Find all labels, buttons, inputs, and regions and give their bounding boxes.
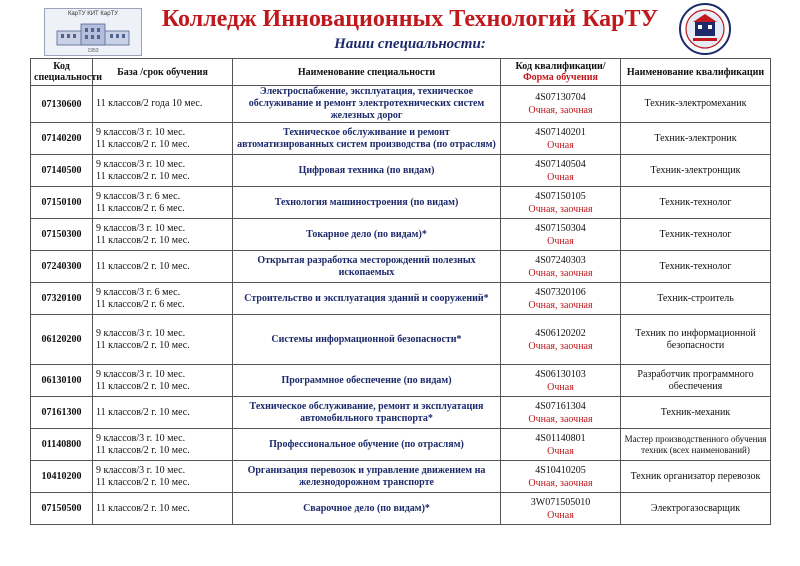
study-base-line: 11 классов/2 года 10 мес. [96,98,203,109]
specialty-name: Техническое обслуживание и ремонт автоматизированных систем производства (по отраслям) [233,123,501,155]
table-row [31,493,771,525]
specialty-name: Системы информационной безопасности* [233,315,501,365]
qualification-code-cell [501,187,621,219]
qualification-code: 4S07140201 [535,126,586,138]
col-header-form-label: Форма обучения [523,72,598,83]
col-header-qualification: Наименование квалификации [621,59,771,86]
col-header-base: База /срок обучения [93,59,233,86]
qualification-code: 4S07130704 [535,92,586,103]
study-base [93,187,233,219]
qualification-code: 4S06120202 [535,327,586,339]
study-form: Очная [547,171,574,183]
study-form: Очная, заочная [528,413,593,425]
table-row [31,365,771,397]
qualification-code: 4S07150304 [535,222,586,234]
qualification-code: 4S07240303 [535,254,586,266]
table-row [31,123,771,155]
table-row [31,251,771,283]
study-base-line: 11 классов/2 г. 10 мес. [96,339,190,351]
specialty-name: Сварочное дело (по видам)* [233,493,501,525]
qualification-code-cell [501,251,621,283]
table-row [31,219,771,251]
study-base-line: 9 классов/3 г. 6 мес. [96,190,181,202]
qualification-code-cell [501,219,621,251]
study-base [93,155,233,187]
page-subtitle: Наши специальности: [334,36,486,52]
study-base [93,493,233,525]
study-form: Очная [547,139,574,151]
study-base [93,123,233,155]
qualification-name: Техник организатор перевозок [621,461,771,493]
qualification-name: Техник-строитель [621,283,771,315]
table-row [31,86,771,123]
qualification-code: 4S06130103 [535,368,586,380]
specialty-code: 06130100 [31,365,93,397]
study-base-line: 11 классов/2 г. 10 мес. [96,380,190,392]
qualification-code-cell [501,123,621,155]
specialty-name: Технология машиностроения (по видам) [233,187,501,219]
qualification-code-cell [501,86,621,123]
study-form: Очная [547,381,574,393]
specialty-name: Цифровая техника (по видам) [233,155,501,187]
specialty-name: Организация перевозок и управление движением на железнодорожном транспорте [233,461,501,493]
study-base [93,315,233,365]
specialty-code: 07150300 [31,219,93,251]
qualification-code: 3W071505010 [530,496,591,508]
study-base [93,461,233,493]
table-row [31,315,771,365]
qualification-code-cell [501,429,621,461]
qualification-code-cell [501,283,621,315]
specialty-name: Токарное дело (по видам)* [233,219,501,251]
study-base-line: 11 классов/2 г. 10 мес. [96,138,190,150]
specialty-code: 07320100 [31,283,93,315]
qualification-code: 4S07161304 [535,400,586,412]
study-base-line: 9 классов/3 г. 10 мес. [96,464,186,476]
qualification-name: Техник-электроник [621,123,771,155]
qualification-code: 4S07320106 [535,286,586,298]
study-base-line: 9 классов/3 г. 10 мес. [96,126,186,138]
specialties-table [30,58,771,525]
study-base-line: 9 классов/3 г. 10 мес. [96,432,186,444]
study-base-line: 9 классов/3 г. 10 мес. [96,368,186,380]
specialty-code: 01140800 [31,429,93,461]
study-form: Очная, заочная [528,299,593,311]
specialty-code: 07161300 [31,397,93,429]
specialty-code: 07140500 [31,155,93,187]
study-base-line: 9 классов/3 г. 10 мес. [96,327,186,339]
study-base-line: 11 классов/2 г. 10 мес. [96,406,190,418]
study-base-line: 11 классов/2 г. 6 мес. [96,202,185,214]
study-base-line: 11 классов/2 г. 10 мес. [96,476,190,488]
qualification-name: Техник-технолог [621,251,771,283]
page-header [0,0,800,58]
qualification-code-cell [501,461,621,493]
table-header-row [31,59,771,86]
specialty-name: Техническое обслуживание, ремонт и эксплуатация автомобильного транспорта* [233,397,501,429]
specialty-name: Электроспабжение, эксплуатация, техническое обслуживание и ремонт электротехнических систем железных дорог [233,86,501,123]
study-base [93,283,233,315]
study-base-line: 9 классов/3 г. 10 мес. [96,222,186,234]
qualification-name: Разработчик программного обеспечения [621,365,771,397]
study-base-line: 11 классов/2 г. 6 мес. [96,298,185,310]
study-base-line: 11 классов/2 г. 10 мес. [96,260,190,272]
table-row [31,187,771,219]
study-base-line: 11 классов/2 г. 10 мес. [96,234,190,246]
qualification-code-cell [501,365,621,397]
study-base [93,86,233,123]
study-form: Очная, заочная [528,203,593,215]
specialty-name: Программное обеспечение (по видам) [233,365,501,397]
study-base [93,365,233,397]
specialty-code: 07140200 [31,123,93,155]
table-row [31,155,771,187]
study-form: Очная [547,509,574,521]
qualification-name: Техник-электронщик [621,155,771,187]
specialty-name: Открытая разработка месторождений полезных ископаемых [233,251,501,283]
specialty-name: Строительство и эксплуатация зданий и сооружений* [233,283,501,315]
table-row [31,429,771,461]
study-form: Очная, заочная [528,105,593,116]
study-form: Очная, заочная [528,267,593,279]
qualification-name: Мастер производственного обучения техник (всех наименований) [621,429,771,461]
qualification-name: Техник-технолог [621,219,771,251]
qualification-code-cell [501,315,621,365]
specialty-code: 07240300 [31,251,93,283]
study-base-line: 11 классов/2 г. 10 мес. [96,502,190,514]
qualification-code: 4S07140504 [535,158,586,170]
qualification-name: Электрогазосварщик [621,493,771,525]
table-row [31,283,771,315]
study-base-line: 11 классов/2 г. 10 мес. [96,170,190,182]
specialty-code: 06120200 [31,315,93,365]
logo-year: 1953 [87,48,99,54]
specialty-code: 10410200 [31,461,93,493]
qualification-code: 4S01140801 [535,432,586,444]
study-base [93,251,233,283]
study-base-line: 11 классов/2 г. 10 мес. [96,444,190,456]
qualification-name: Техник-механик [621,397,771,429]
qualification-code-cell [501,493,621,525]
specialty-code: 07150100 [31,187,93,219]
specialty-code: 07130600 [31,86,93,123]
study-form: Очная, заочная [528,340,593,352]
study-form: Очная [547,445,574,457]
kartu-logo [44,8,142,56]
college-emblem-icon [678,2,732,56]
col-header-qualification-code [501,59,621,86]
qualification-code-cell [501,155,621,187]
col-header-specialty: Наименование специальности [233,59,501,86]
study-form: Очная, заочная [528,477,593,489]
qualification-code: 4S07150105 [535,190,586,202]
specialty-name: Профессиональное обучение (по отраслям) [233,429,501,461]
study-base-line: 9 классов/3 г. 10 мес. [96,158,186,170]
table-row [31,397,771,429]
page-title: Колледж Инновационных Технологий КарТУ [161,6,659,32]
qualification-name: Техник-электромеханик [621,86,771,123]
study-base [93,397,233,429]
study-base [93,219,233,251]
table-row [31,461,771,493]
specialty-code: 07150500 [31,493,93,525]
study-base [93,429,233,461]
study-form: Очная [547,235,574,247]
col-header-qcode-label: Код квалификации/ [515,61,606,72]
col-header-code: Код специальности [31,59,93,86]
qualification-code: 4S10410205 [535,464,586,476]
logo-caption: КарТУ КИТ КарТУ [67,11,119,17]
qualification-name: Техник-технолог [621,187,771,219]
building-icon [55,21,131,47]
qualification-code-cell [501,397,621,429]
study-base-line: 9 классов/3 г. 6 мес. [96,286,181,298]
qualification-name: Техник по информационной безопасности [621,315,771,365]
